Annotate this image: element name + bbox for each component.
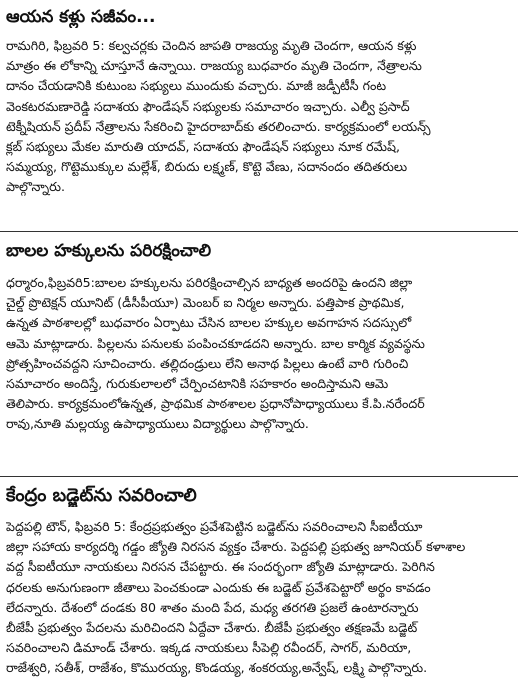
- article-body: [6, 273, 512, 435]
- article-eye-donation: [6, 6, 512, 198]
- body-line: బీజేపీ ప్రభుత్వం పేదలను మరిచిందని ఏద్దేవా చేశారు. బీజేపీ ప్రభుత్వం తక్షణమే బడ్జెట్: [6, 619, 418, 635]
- body-line: రాజేశ్వరి, సతీశ్, రాజేశం, కొమురయ్య, కొండయ్య, శంకరయ్య,అన్వేష్, లక్ష్మి పాల్గొన్నారు.: [6, 660, 428, 676]
- body-line: తెలిపారు. కార్యక్రమంలోఉన్నత, ప్రాథమిక పాఠశాలల ప్రధానోపాధ్యాయులు కే.పి.నరేందర్: [6, 396, 425, 412]
- body-line: మాత్రం ఈ లోకాన్ని చూస్తూనే ఉన్నాయి. రాజయ్య బుధవారం మృతి చెందగా, నేత్రాలను: [6, 58, 422, 74]
- article-headline: బాలల హక్కులను పరిరక్షించాలి: [6, 241, 212, 261]
- body-line: ఆమె మాట్లాడారు. పిల్లలను పనులకు పంపించకూడదని అన్నారు. బాల కార్మిక వ్యవస్థను: [6, 335, 425, 351]
- body-line: చైల్డ్ ప్రొటెక్షన్ యూనిట్ (డీసీపీయూ) మెంబర్ ఐ నిర్మల అన్నారు. పత్తిపాక ప్రాథమిక,: [6, 295, 405, 311]
- body-line: టెక్నీషియన్ ప్రదీప్ నేత్రాలను సేకరించి హైదరాబాద్‌కు తరలించారు. కార్యక్రమంలో లయన్స్: [6, 118, 431, 134]
- body-line: వెంకటరమణారెడ్డి సదాశయ ఫౌండేషన్ సభ్యులకు సమాచారం ఇచ్చారు. ఎల్వీ ప్రసాద్: [6, 98, 410, 114]
- body-line: సవరించాలని డిమాండ్ చేశారు. ఇక్కడ నాయకులు సీపెల్లి రవీందర్, సాగర్, మరియా,: [6, 640, 412, 656]
- body-line: పెద్దపల్లి టౌన్, ఫిబ్రవరి 5: కేంద్రప్రభుత్వం ప్రవేశపెట్టిన బడ్జెట్‌ను సవరించాలని సీఐటీయూ: [6, 519, 423, 534]
- article-body: [6, 36, 512, 198]
- body-line: ప్రోత్సహించవద్దని సూచించారు. తల్లిదండ్రులు లేని అనాథ పిల్లలు ఉంటే వారి గురించి: [6, 355, 409, 371]
- section-divider: [0, 476, 518, 477]
- body-line: ధరలకు అనుగుణంగా జీతాలు పెంచకుండా ఎందుకు ఈ బడ్జెట్ ప్రవేశపెట్టారో అర్థం కావడం: [6, 579, 431, 595]
- article-budget-protest: [6, 485, 512, 679]
- body-line: లేదన్నారు. దేశంలో దండకు 80 శాతం మంది పేద, మధ్య తరగతి ప్రజలే ఉంటారన్నారు: [6, 599, 419, 615]
- body-line: సమ్మయ్య, గొట్టెముక్కుల మల్లేశ్, బిరుదు లక్ష్మణ్, కొట్టె వేణు, సదానందం తదితరులు: [6, 159, 408, 175]
- body-line: జిల్లా సహాయ కార్యదర్శి గడ్డం జ్యోతి నిరసన వ్యక్తం చేశారు. పెద్దపల్లి ప్రభుత్వ జూనియర్ కళాశాల: [6, 539, 466, 555]
- article-child-rights: [6, 240, 512, 435]
- body-line: ధర్మారం,ఫిబ్రవరి5:బాలల హక్కులను పరిరక్షించాల్సిన బాధ్యత అందరిపై ఉందని జిల్లా: [6, 275, 413, 290]
- body-line: సమాచారం అందిస్తే, గురుకులాలలో చేర్పించటానికి సహకారం అందిస్తామని ఆమె: [6, 375, 389, 391]
- article-headline: కేంద్రం బడ్జెట్‌ను సవరించాలి: [6, 485, 197, 506]
- body-line: క్లబ్ సభ్యులు మేకల మారుతి యాదవ్, సదాశయ ఫౌండేషన్ సభ్యులు నూక రమేష్,: [6, 138, 400, 154]
- body-line: దానం చేయడానికి కుటుంబ సభ్యులు ముందుకు వచ్చారు. మాజీ జడ్పీటీసీ గంట: [6, 78, 387, 94]
- section-divider: [0, 231, 518, 232]
- body-line: పాల్గొన్నారు.: [6, 179, 65, 195]
- body-line: వద్ద సీఐటీయూ నాయకులు నిరసన చేపట్టారు. ఈ సందర్భంగా జ్యోతి మాట్లాడారు. పెరిగిన: [6, 559, 435, 575]
- article-headline: ఆయన కళ్లు సజీవం...: [6, 7, 156, 27]
- body-line: ఉన్నత పాఠశాలల్లో బుధవారం ఏర్పాటు చేసిన బాలల హక్కుల అవగాహన సదస్సులో: [6, 315, 412, 331]
- body-line: రావు,నూతి మల్లయ్య ఉపాధ్యాయులు విద్యార్థులు పాల్గొన్నారు.: [6, 416, 309, 432]
- body-line: రామగిరి, ఫిబ్రవరి 5: కల్వచర్లకు చెందిన జాపతి రాజయ్య మృతి చెందగా, ఆయన కళ్లు: [6, 38, 417, 53]
- article-body: [6, 517, 512, 679]
